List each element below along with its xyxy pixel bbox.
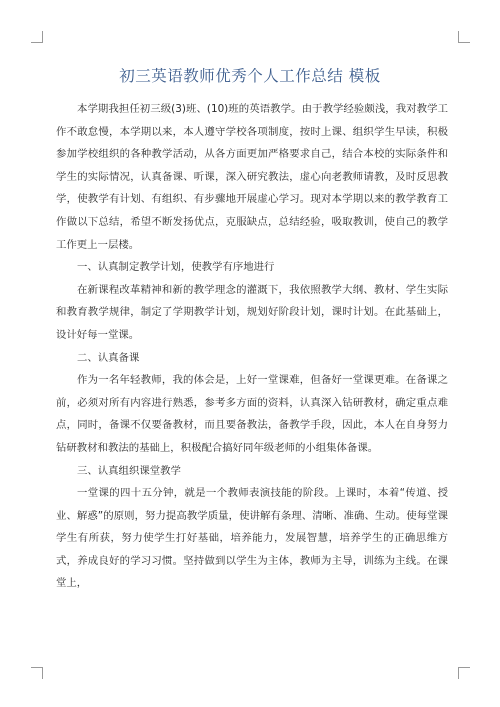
intro-paragraph: 本学期我担任初三级(3)班、(10)班的英语教学。由于教学经验颇浅，我对教学工作不敢怠慢，本学期以来，本人遵守学校各项制度，按时上课、组织学生早读，积极参加学校组织的各种教学活动，从各方面更加严格要求自己，结合本校的实际条件和学生的实际情况，认真备课、听课，深入研究教法，虚心向老教师请教，及时反思教学，使教学有计划、有组织、有步骤地开展虚心学习。现对本学期以来的教学教育工作做以下总结，希望不断发扬优点，克服缺点，总结经验，吸取教训，使自己的教学工作更上一层楼。 bbox=[56, 103, 448, 251]
crop-mark-bottom-right bbox=[458, 667, 470, 679]
section-heading-2: 二、认真备课 bbox=[77, 351, 140, 364]
crop-mark-top-right bbox=[458, 31, 470, 43]
crop-mark-bottom-left bbox=[31, 667, 43, 679]
section-heading-1: 一、认真制定教学计划，使教学有序地进行 bbox=[77, 261, 275, 274]
document-body bbox=[56, 98, 448, 595]
crop-mark-top-left bbox=[31, 31, 43, 43]
section-heading-3: 三、认真组织课堂教学 bbox=[77, 464, 181, 477]
section-1-paragraph: 在新课程改革精神和新的教学理念的灌溉下，我依照教学大纲、教材、学生实际和教育教学规律，制定了学期教学计划，规划好阶段计划，课时计划。在此基础上，设计好每一堂课。 bbox=[56, 283, 448, 341]
section-3-paragraph: 一堂课的四十五分钟，就是一个教师表演技能的阶段。上课时，本着“传道、授业、解惑”的原则，努力提高教学质量，使讲解有条理、清晰、准确、生动。使每堂课学生有所获，努力使学生打好基础，培养能力，发展智慧，培养学生的正确思维方式，养成良好的学习习惯。坚持做到以学生为主体，教师为主导，训练为主线。在课堂上， bbox=[56, 487, 448, 590]
document-title: 初三英语教师优秀个人工作总结 模板 bbox=[119, 67, 381, 85]
section-2-paragraph: 作为一名年轻教师，我的体会是，上好一堂课难，但备好一堂课更难。在备课之前，必须对所有内容进行熟悉，参考多方面的资料，认真深入钻研教材，确定重点难点，同时，备课不仅要备教材，而且要备教法，备教学手段，因此，本人在自身努力钻研教材和教法的基础上，积极配合搞好同年级老师的小组集体备课。 bbox=[56, 374, 448, 454]
